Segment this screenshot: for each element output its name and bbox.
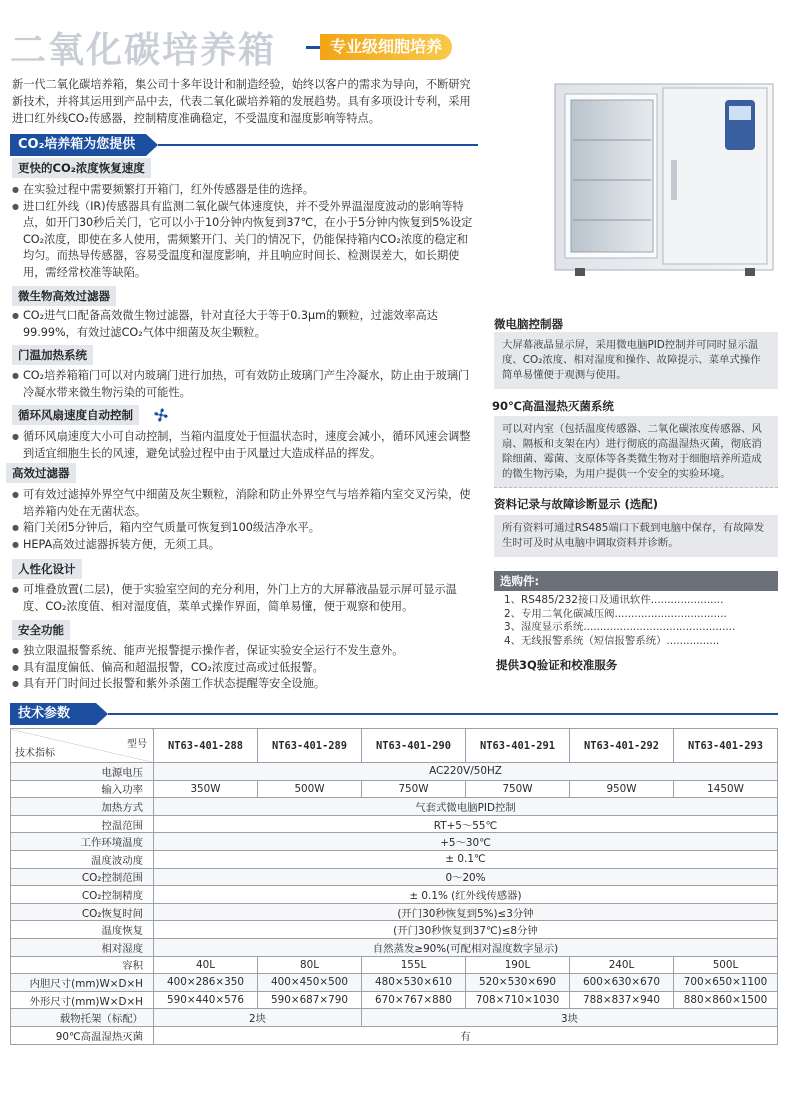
spec-label-cell: 加热方式 bbox=[11, 798, 154, 816]
feature-head-hepa: 高效过滤器 bbox=[6, 463, 76, 483]
spec-label-cell: 外形尺寸(mm)W×D×H bbox=[11, 991, 154, 1009]
spec-label-cell: 控温范围 bbox=[11, 815, 154, 833]
page-title: 二氧化碳培养箱 bbox=[10, 30, 277, 71]
fan-icon bbox=[152, 406, 170, 424]
table-row bbox=[11, 780, 778, 798]
spec-label-cell: 温度波动度 bbox=[11, 850, 154, 868]
spec-label-cell: 内胆尺寸(mm)W×D×H bbox=[11, 974, 154, 992]
feature-list-door-heating bbox=[12, 368, 478, 401]
list-item: ● 具有温度偏低、偏高和超温报警，CO₂浓度过高或过低报警。 bbox=[12, 660, 478, 677]
spec-label-cell: CO₂控制范围 bbox=[11, 868, 154, 886]
spec-value-cell: 600×630×670 bbox=[570, 974, 674, 992]
model-header: NT63-401-291 bbox=[466, 729, 570, 763]
spec-value-cell: 520×530×690 bbox=[466, 974, 570, 992]
table-corner-cell bbox=[11, 729, 154, 763]
list-item: ● 在实验过程中需要频繁打开箱门，红外传感器是佳的选择。 bbox=[12, 182, 478, 199]
spec-value-cell: (开门30秒恢复到5%)≤3分钟 bbox=[154, 903, 778, 921]
options-list bbox=[504, 594, 774, 648]
table-row bbox=[11, 956, 778, 974]
list-item: 1、RS485/232接口及通讯软件...................... bbox=[504, 594, 724, 606]
section-provide-title: CO₂培养箱为您提供 bbox=[18, 137, 136, 152]
table-row bbox=[11, 903, 778, 921]
spec-value-cell: 950W bbox=[570, 780, 674, 798]
feature-head-safety: 安全功能 bbox=[12, 620, 70, 640]
spec-value-cell: 400×286×350 bbox=[154, 974, 258, 992]
feature-head-co2-recovery: 更快的CO₂浓度恢复速度 bbox=[12, 158, 151, 178]
table-row bbox=[11, 991, 778, 1009]
spec-value-cell: 670×767×880 bbox=[362, 991, 466, 1009]
spec-value-cell: +5～30℃ bbox=[154, 833, 778, 851]
model-header: NT63-401-290 bbox=[362, 729, 466, 763]
spec-value-cell: 155L bbox=[362, 956, 466, 974]
table-row bbox=[11, 921, 778, 939]
spec-label-cell: 相对湿度 bbox=[11, 938, 154, 956]
spec-value-cell: 500W bbox=[258, 780, 362, 798]
spec-value-cell: 750W bbox=[362, 780, 466, 798]
spec-value-cell: 880×860×1500 bbox=[674, 991, 778, 1009]
section-provide-line bbox=[158, 144, 478, 146]
specs-table bbox=[10, 728, 778, 1045]
feature-head-door-heating: 门温加热系统 bbox=[12, 345, 93, 365]
table-row bbox=[11, 798, 778, 816]
table-row bbox=[11, 868, 778, 886]
spec-value-cell: 400×450×500 bbox=[258, 974, 362, 992]
feature-list-filter bbox=[12, 308, 478, 341]
list-item: ● 可堆叠放置(二层)，便于实验室空间的充分利用，外门上方的大屏幕液晶显示屏可显示温度、CO₂浓度值、相对湿度值，菜单式操作界面，简单易懂，便于观察和使用。 bbox=[12, 582, 478, 615]
spec-value-cell: (开门30秒恢复到37℃)≤8分钟 bbox=[154, 921, 778, 939]
table-row bbox=[11, 815, 778, 833]
feature-head-design: 人性化设计 bbox=[12, 559, 82, 579]
spec-value-cell: 708×710×1030 bbox=[466, 991, 570, 1009]
spec-value-cell: 1450W bbox=[674, 780, 778, 798]
record-description: 所有资料可通过RS485端口下载到电脑中保存，有故障发生时可及时从电脑中调取资料并诊断。 bbox=[494, 515, 778, 557]
specs-section-line bbox=[108, 713, 778, 715]
spec-value-cell: 自然蒸发≥90%(可配相对湿度数字显示) bbox=[154, 938, 778, 956]
corner-spec-label: 技术指标 bbox=[15, 748, 55, 759]
spec-label-cell: 90℃高温湿热灭菌 bbox=[11, 1026, 154, 1044]
spec-value-cell: AC220V/50HZ bbox=[154, 763, 778, 781]
table-row bbox=[11, 974, 778, 992]
model-header: NT63-401-293 bbox=[674, 729, 778, 763]
spec-value-cell: ± 0.1℃ bbox=[154, 850, 778, 868]
corner-model-label: 型号 bbox=[127, 739, 147, 750]
spec-value-cell: RT+5～55℃ bbox=[154, 815, 778, 833]
list-item: ● HEPA高效过滤器拆装方便，无须工具。 bbox=[12, 537, 478, 554]
feature-head-filter: 微生物高效过滤器 bbox=[12, 286, 116, 306]
list-item: ● CO₂进气口配备高效微生物过滤器，针对直径大于等于0.3μm的颗粒，过滤效率高达99.99%，有效过滤CO₂气体中细菌及灰尘颗粒。 bbox=[12, 308, 478, 341]
spec-label-cell: 容积 bbox=[11, 956, 154, 974]
table-row bbox=[11, 1009, 778, 1027]
feature-head-fan-control: 循环风扇速度自动控制 bbox=[12, 405, 139, 425]
list-item: ● 箱门关闭5分钟后，箱内空气质量可恢复到100级洁净水平。 bbox=[12, 520, 478, 537]
feature-list-design bbox=[12, 582, 478, 615]
spec-label-cell: 温度恢复 bbox=[11, 921, 154, 939]
sterilize-heading: 90℃高温湿热灭菌系统 bbox=[492, 399, 614, 413]
feature-list-hepa bbox=[12, 487, 478, 553]
controller-heading: 微电脑控制器 bbox=[494, 317, 563, 331]
specs-section-title: 技术参数 bbox=[18, 706, 71, 721]
record-heading: 资料记录与故障诊断显示 (选配) bbox=[494, 497, 659, 511]
table-row bbox=[11, 1026, 778, 1044]
options-heading: 选购件: bbox=[494, 571, 778, 591]
spec-label-cell: 工作环境温度 bbox=[11, 833, 154, 851]
feature-list-safety bbox=[12, 643, 478, 693]
spec-value-cell: 750W bbox=[466, 780, 570, 798]
spec-value-cell: 590×687×790 bbox=[258, 991, 362, 1009]
list-item: ● 具有开门时间过长报警和紫外杀菌工作状态提醒等安全设施。 bbox=[12, 676, 478, 693]
page-subtitle: 专业级细胞培养 bbox=[320, 34, 452, 60]
spec-value-cell: 500L bbox=[674, 956, 778, 974]
table-row bbox=[11, 763, 778, 781]
sterilize-description: 可以对内室（包括温度传感器、二氧化碳浓度传感器、风扇、隔板和支架在内）进行彻底的高温湿热灭菌，彻底消除细菌、霉菌、支原体等各类微生物对于细胞培养所造成的微生物污染，为用户提供一个安全的实验环境。 bbox=[494, 416, 778, 488]
list-item: 2、专用二氧化碳减压阀.................................. bbox=[504, 607, 727, 620]
spec-value-cell: 气套式微电脑PID控制 bbox=[154, 798, 778, 816]
table-header-row bbox=[11, 729, 778, 763]
spec-value-cell: 590×440×576 bbox=[154, 991, 258, 1009]
list-item: ● 可有效过滤掉外界空气中细菌及灰尘颗粒，消除和防止外界空气与培养箱内室交叉污染，使培养箱内处在无菌状态。 bbox=[12, 487, 478, 520]
incubator-product-image bbox=[545, 80, 787, 280]
spec-label-cell: CO₂控制精度 bbox=[11, 886, 154, 904]
table-row bbox=[11, 850, 778, 868]
controller-description: 大屏幕液晶显示屏，采用微电脑PID控制并可同时显示温度、CO₂浓度、相对湿度和操作、故障提示、菜单式操作简单易懂便于观测与使用。 bbox=[494, 332, 778, 389]
list-item: 3、湿度显示系统.............................................. bbox=[504, 621, 736, 633]
spec-value-cell: 80L bbox=[258, 956, 362, 974]
spec-label-cell: 载物托架（标配） bbox=[11, 1009, 154, 1027]
right-divider bbox=[494, 487, 778, 488]
spec-value-cell: 有 bbox=[154, 1026, 778, 1044]
spec-value-cell: 480×530×610 bbox=[362, 974, 466, 992]
spec-label-cell: 输入功率 bbox=[11, 780, 154, 798]
model-header: NT63-401-289 bbox=[258, 729, 362, 763]
table-row bbox=[11, 938, 778, 956]
specs-section-bar bbox=[10, 703, 96, 725]
spec-label-cell: 电源电压 bbox=[11, 763, 154, 781]
validation-service-note: 提供3Q验证和校准服务 bbox=[496, 658, 618, 672]
title-divider bbox=[306, 46, 320, 49]
table-row bbox=[11, 833, 778, 851]
spec-value-cell: 788×837×940 bbox=[570, 991, 674, 1009]
list-item: ● 独立限温报警系统、能声光报警提示操作者，保证实验安全运行不发生意外。 bbox=[12, 643, 478, 660]
spec-value-cell: 700×650×1100 bbox=[674, 974, 778, 992]
section-provide-bar bbox=[10, 134, 146, 156]
model-header: NT63-401-288 bbox=[154, 729, 258, 763]
spec-value-cell: 190L bbox=[466, 956, 570, 974]
spec-value-cell: 40L bbox=[154, 956, 258, 974]
spec-value-cell: 0～20% bbox=[154, 868, 778, 886]
list-item: ● CO₂培养箱箱门可以对内玻璃门进行加热，可有效防止玻璃门产生冷凝水，防止由于玻璃门冷凝水带来微生物污染的可能性。 bbox=[12, 368, 478, 401]
spec-value-cell: ± 0.1% (红外线传感器) bbox=[154, 886, 778, 904]
list-item: ● 循环风扇速度大小可自动控制，当箱内温度处于恒温状态时，速度会减小，循环风速会调整到适宜细胞生长的风速，避免试验过程中由于风量过大造成样品的挥发。 bbox=[12, 429, 478, 462]
spec-value-cell: 240L bbox=[570, 956, 674, 974]
spec-value-cell: 3块 bbox=[362, 1009, 778, 1027]
feature-list-co2-recovery bbox=[12, 182, 478, 281]
table-row bbox=[11, 886, 778, 904]
feature-list-fan-control bbox=[12, 429, 478, 462]
spec-label-cell: CO₂恢复时间 bbox=[11, 903, 154, 921]
spec-value-cell: 2块 bbox=[154, 1009, 362, 1027]
list-item: ● 进口红外线（IR)传感器具有监测二氧化碳气体速度快，并不受外界温湿度波动的影响等特点，如开门30秒后关门，它可以小于10分钟内恢复到37℃，在小于5分钟内恢复到5%设定CO₂浓度，即使在多人使用，需频繁开门、关门的情况下，仍能保持箱内CO₂浓度的稳定和均匀。而热导传感器，容易受温度和湿度影响，并且响应时间长、检测误差大，如长期使用，需经常校准等缺陷。 bbox=[12, 199, 478, 282]
intro-paragraph: 新一代二氧化碳培养箱，集公司十多年设计和制造经验，始终以客户的需求为导向，不断研究新技术，并将其运用到产品中去，代表二氧化碳培养箱的发展趋势。具有多项设计专利，采用进口红外线CO₂传感器，控制精度准确稳定，不受温度和湿度影响等特点。 bbox=[12, 78, 471, 125]
spec-value-cell: 350W bbox=[154, 780, 258, 798]
model-header: NT63-401-292 bbox=[570, 729, 674, 763]
list-item: 4、无线报警系统（短信报警系统）................ bbox=[504, 634, 720, 647]
